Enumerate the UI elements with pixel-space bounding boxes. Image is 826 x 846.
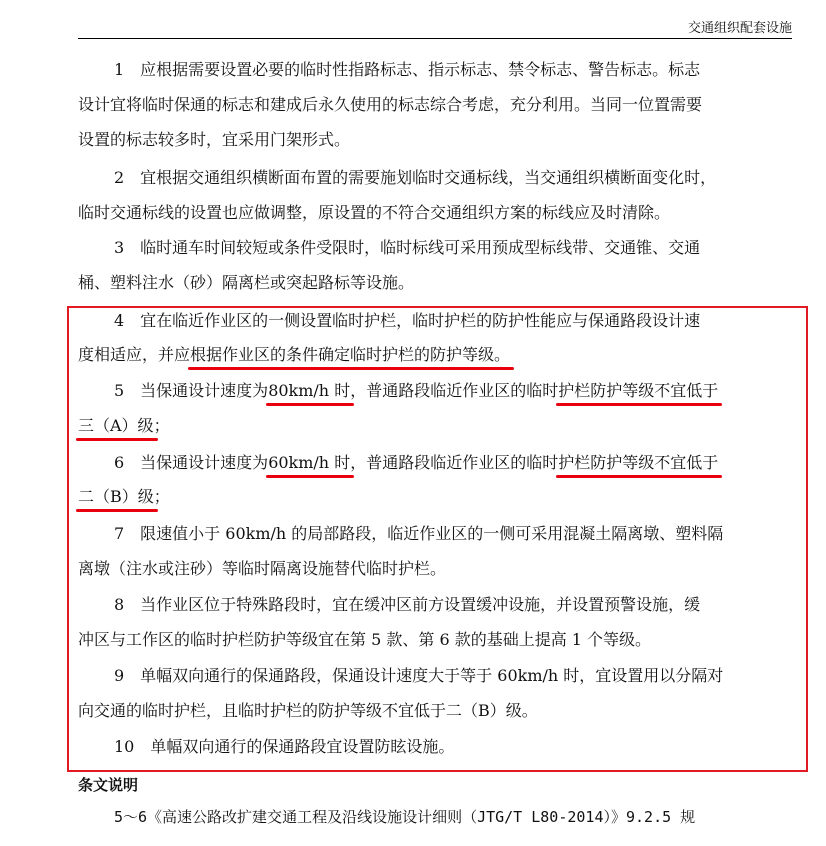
- text-line: 10 单幅双向通行的保通路段宜设置防眩设施。: [114, 737, 455, 756]
- underlined-speed: 60km/h 时: [268, 453, 351, 472]
- section-title: 条文说明: [78, 776, 139, 794]
- commentary-line: 5～6《高速公路改扩建交通工程及沿线设施设计细则（JTG/T L80-2014）》9.2.5 规: [114, 808, 696, 826]
- page-header: [78, 12, 792, 39]
- text-line: 1 应根据需要设置必要的临时性指路标志、指示标志、禁令标志、警告标志。标志: [114, 60, 701, 79]
- underlined-text: 护栏防护等级不宜低于: [558, 453, 719, 472]
- text-span: ，普通路段临近作业区的临时: [350, 381, 559, 400]
- text-line: [78, 416, 170, 436]
- text-line: [78, 487, 170, 507]
- text-line: [78, 345, 510, 365]
- header-title: 交通组织配套设施: [687, 21, 792, 36]
- text-line: 7 限速值小于 60km/h 的局部路段，临近作业区的一侧可采用混凝土隔离墩、塑料隔: [114, 524, 724, 543]
- text-line: 冲区与工作区的临时护栏防护等级宜在第 5 款、第 6 款的基础上提高 1 个等级。: [78, 630, 652, 649]
- underlined-grade: 三（A）级: [78, 416, 154, 435]
- text-span: 5 当保通设计速度为: [114, 381, 269, 400]
- underlined-text: 根据作业区的条件确定临时护栏的防护等级。: [190, 345, 511, 364]
- text-span: ；: [153, 487, 170, 506]
- text-line: 2 宜根据交通组织横断面布置的需要施划临时交通标线，当交通组织横断面变化时，: [114, 168, 717, 187]
- underlined-text: 护栏防护等级不宜低于: [558, 381, 719, 400]
- underlined-speed: 80km/h 时: [268, 381, 351, 400]
- text-line: 向交通的临时护栏，且临时护栏的防护等级不宜低于二（B）级。: [78, 701, 538, 720]
- text-line: 离墩（注水或注砂）等临时隔离设施替代临时护栏。: [78, 559, 447, 578]
- text-line: [114, 381, 718, 401]
- text-line: [114, 453, 718, 473]
- text-line: 临时交通标线的设置也应做调整，原设置的不符合交通组织方案的标线应及时清除。: [78, 203, 671, 222]
- text-span: ，普通路段临近作业区的临时: [350, 453, 559, 472]
- text-line: 设置的标志较多时，宜采用门架形式。: [78, 130, 351, 149]
- text-line: 4 宜在临近作业区的一侧设置临时护栏，临时护栏的防护性能应与保通路段设计速: [114, 311, 701, 330]
- text-span: ；: [153, 416, 170, 435]
- underlined-grade: 二（B）级: [78, 487, 154, 506]
- text-line: 桶、塑料注水（砂）隔离栏或突起路标等设施。: [78, 273, 415, 292]
- text-line: 9 单幅双向通行的保通路段，保通设计速度大于等于 60km/h 时，宜设置用以分隔对: [114, 666, 724, 685]
- text-line: 8 当作业区位于特殊路段时，宜在缓冲区前方设置缓冲设施，并设置预警设施，缓: [114, 595, 701, 614]
- text-span: 6 当保通设计速度为: [114, 453, 269, 472]
- text-line: 设计宜将临时保通的标志和建成后永久使用的标志综合考虑，充分利用。当同一位置需要: [78, 95, 703, 114]
- text-span: 度相适应，并应: [78, 345, 191, 364]
- text-line: 3 临时通车时间较短或条件受限时，临时标线可采用预成型标线带、交通锥、交通: [114, 238, 701, 257]
